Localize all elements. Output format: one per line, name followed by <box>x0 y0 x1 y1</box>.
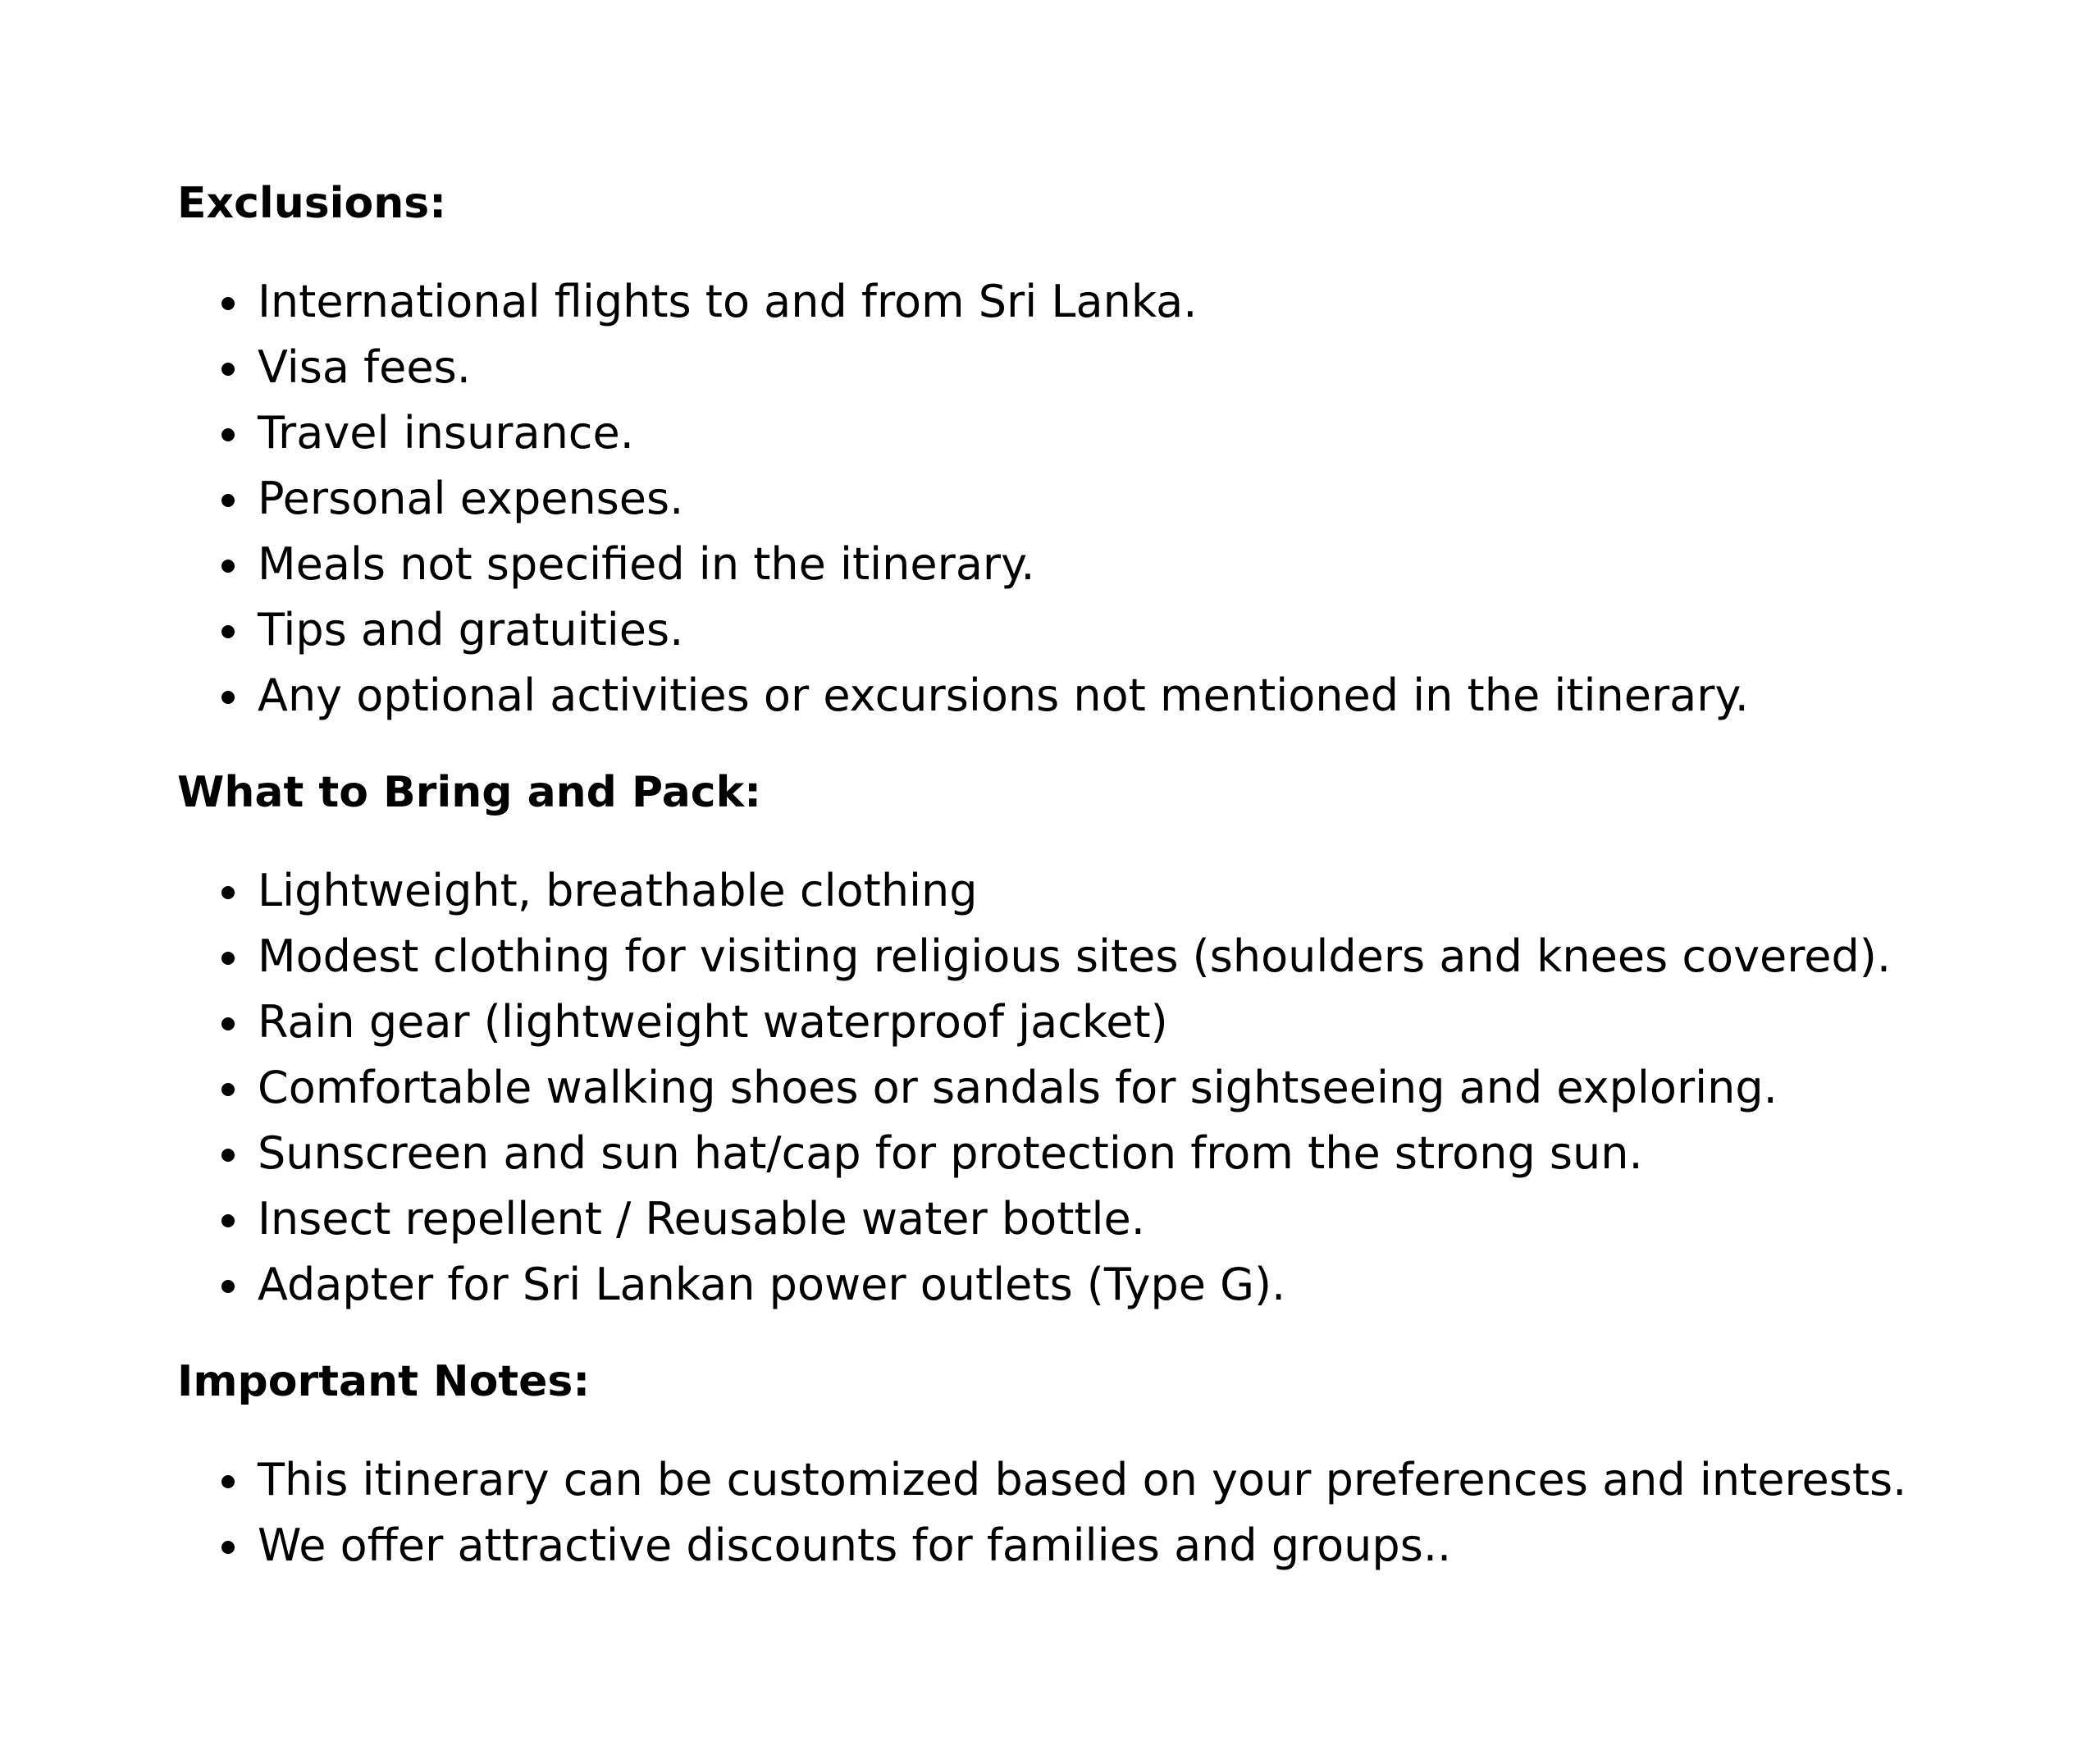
bullet-icon <box>221 1280 235 1293</box>
list-item-text: Lightweight, breathable clothing <box>258 865 978 916</box>
list-item <box>177 1121 2100 1186</box>
list-item-text: Rain gear (lightweight waterproof jacket) <box>258 996 1168 1048</box>
list-item <box>177 400 2100 466</box>
list-item-text: Any optional activities or excursions not mentioned in the itinerary. <box>258 669 1749 721</box>
list-item <box>177 335 2100 400</box>
bullet-icon <box>221 363 235 376</box>
list-item-text: Insect repellent / Reusable water bottle. <box>258 1193 1145 1245</box>
bullet-icon <box>221 1475 235 1488</box>
important-notes-heading: Important Notes: <box>177 1357 591 1406</box>
list-item <box>177 1186 2100 1252</box>
bullet-icon <box>221 952 235 965</box>
list-item-text: Travel insurance. <box>258 407 634 459</box>
bullet-icon <box>221 886 235 899</box>
list-item <box>177 1447 2100 1513</box>
bullet-icon <box>221 625 235 638</box>
list-item <box>177 532 2100 597</box>
list-item <box>177 663 2100 729</box>
list-item-text: Personal expenses. <box>258 473 684 524</box>
bullet-icon <box>221 560 235 573</box>
list-item <box>177 1055 2100 1121</box>
list-item-text: This itinerary can be customized based on your preferences and interests. <box>258 1454 1907 1506</box>
list-item-text: Adapter for Sri Lankan power outlets (Type G). <box>258 1259 1286 1310</box>
bullet-icon <box>221 297 235 310</box>
bullet-icon <box>221 1149 235 1162</box>
what-to-bring-heading: What to Bring and Pack: <box>177 768 762 817</box>
list-item <box>177 858 2100 924</box>
list-item-text: Sunscreen and sun hat/cap for protection from the strong sun. <box>258 1127 1643 1179</box>
list-item-text: Meals not specified in the itinerary. <box>258 538 1035 590</box>
bullet-icon <box>221 691 235 704</box>
list-item-text: Visa fees. <box>258 341 471 393</box>
list-item-text: Modest clothing for visiting religious sites (shoulders and knees covered). <box>258 930 1892 982</box>
list-item <box>177 989 2100 1055</box>
list-item-text: We offer attractive discounts for families and groups.. <box>258 1519 1452 1571</box>
list-item <box>177 597 2100 663</box>
important-notes-list <box>177 1447 2100 1579</box>
list-item <box>177 466 2100 532</box>
exclusions-heading: Exclusions: <box>177 179 446 228</box>
bullet-icon <box>221 1214 235 1227</box>
bullet-icon <box>221 1083 235 1096</box>
list-item-text: Comfortable walking shoes or sandals for sightseeing and exploring. <box>258 1062 1778 1113</box>
bullet-icon <box>221 1017 235 1030</box>
bullet-icon <box>221 494 235 507</box>
list-item <box>177 924 2100 989</box>
list-item <box>177 1513 2100 1579</box>
what-to-bring-list <box>177 858 2100 1318</box>
exclusions-list <box>177 269 2100 729</box>
bullet-icon <box>221 428 235 441</box>
bullet-icon <box>221 1541 235 1554</box>
list-item-text: International flights to and from Sri Lanka. <box>258 276 1198 327</box>
list-item <box>177 269 2100 335</box>
list-item-text: Tips and gratuities. <box>258 604 684 656</box>
list-item <box>177 1252 2100 1318</box>
